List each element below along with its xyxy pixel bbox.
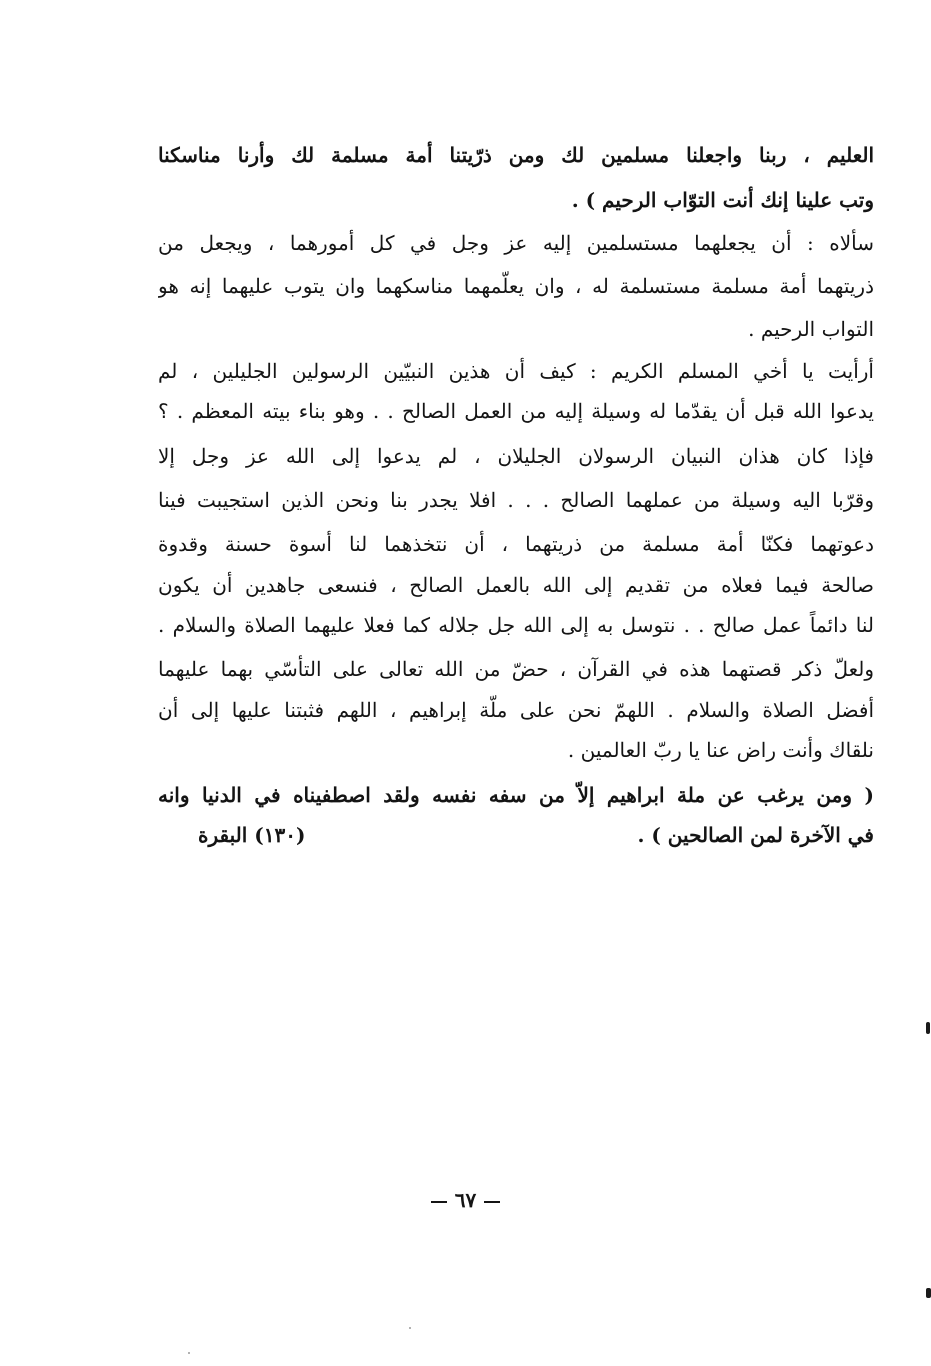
- page-number-dash: [431, 1201, 447, 1203]
- main-text: [158, 135, 874, 855]
- scan-mark-right-lower: [926, 1288, 931, 1298]
- surah-reference: (١٣٠) البقرة: [198, 823, 306, 847]
- text-line: العليم ، ربنا واجعلنا مسلمين لك ومن ذرّيتنا أمة مسلمة لك وأرنا مناسكنا: [158, 143, 874, 167]
- text-line: أرأيت يا أخي المسلم الكريم : كيف أن هذين النبيّين الرسولين الجليلين ، لم: [158, 359, 874, 383]
- text-line: يدعوا الله قبل أن يقدّما له وسيلة إليه من العمل الصالح . . وهو بناء بيته المعظم . ؟: [158, 399, 874, 423]
- text-line: سألاه : أن يجعلهما مستسلمين إليه عز وجل في كل أمورهما ، ويجعل من: [158, 231, 874, 255]
- page-number-dash: [484, 1201, 500, 1203]
- text-line: ولعلّ ذكر قصتهما هذه في القرآن ، حضّ من الله تعالى على التأسّي بهما عليهما: [158, 657, 874, 681]
- verse-end: في الآخرة لمن الصالحين ) .: [637, 823, 874, 847]
- text-line: لنا دائماً عمل صالح . . نتوسل به إلى الله جل جلاله كما فعلا عليهما الصلاة والسلام .: [158, 613, 874, 637]
- page-number-value: ٦٧: [454, 1188, 477, 1212]
- text-line: التواب الرحيم .: [748, 317, 874, 341]
- text-line: أفضل الصلاة والسلام . اللهمّ نحن على ملّة إبراهيم ، اللهم فثبتنا عليها إلى أن: [158, 698, 874, 722]
- text-line: ذريتهما أمة مسلمة مستسلمة له ، وان يعلّمهما مناسكهما وان يتوب عليهما إنه هو: [158, 274, 874, 298]
- scan-mark-right: [926, 1022, 930, 1034]
- text-line: صالحة فيما فعلاه من تقديم إلى الله بالعمل الصالح ، فنسعى جاهدين أن يكون: [158, 573, 874, 597]
- text-line: وقرّبا اليه وسيلة من عملهما الصالح . . . افلا يجدر بنا ونحن الذين استجيبت فينا: [158, 488, 874, 512]
- scan-speck: [409, 1327, 411, 1329]
- text-line: فإذا كان هذان النبيان الرسولان الجليلان ، لم يدعوا إلى الله عز وجل إلا: [158, 444, 874, 468]
- verse-reference-line: [158, 815, 874, 855]
- scan-speck: [188, 1352, 190, 1354]
- text-line: دعوتهما فكنّا أمة مسلمة من ذريتهما ، أن نتخذهما لنا أسوة حسنة وقدوة: [158, 532, 874, 556]
- verse-line: ( ومن يرغب عن ملة ابراهيم إلاّ من سفه نفسه ولقد اصطفيناه في الدنيا وانه: [158, 783, 874, 807]
- text-line: وتب علينا إنك أنت التوّاب الرحيم ) .: [571, 188, 874, 212]
- page-number: [0, 1188, 931, 1212]
- text-line: نلقاك وأنت راض عنا يا ربّ العالمين .: [567, 738, 874, 762]
